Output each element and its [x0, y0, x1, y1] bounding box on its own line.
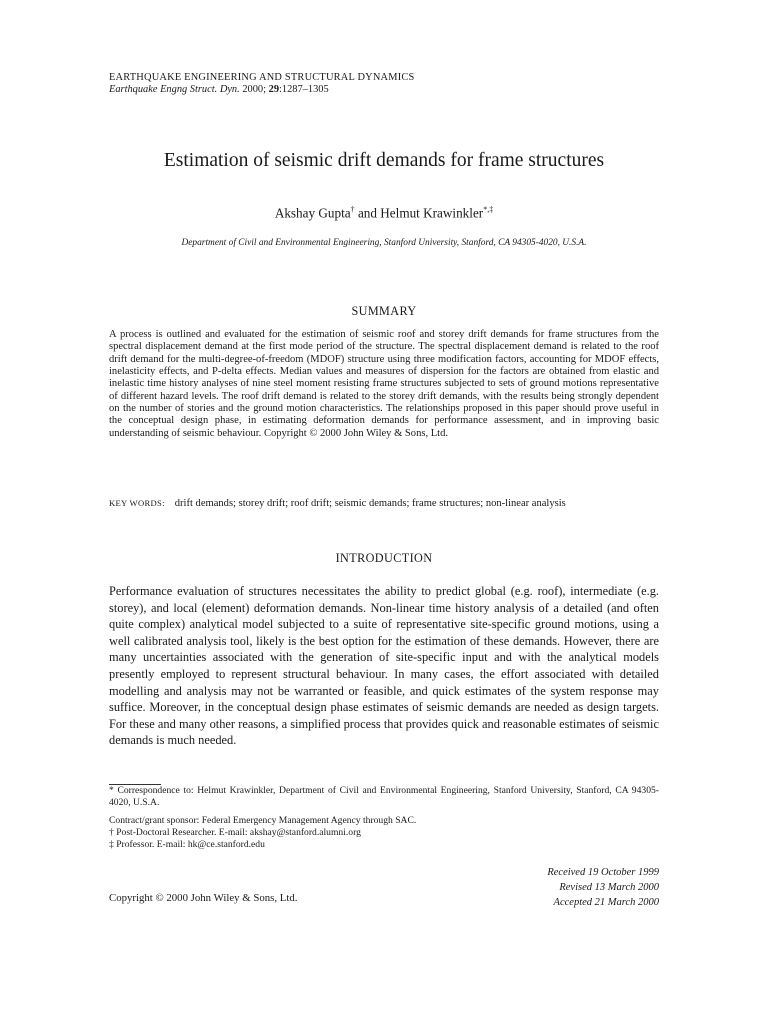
keywords-label: KEY WORDS: — [109, 498, 165, 508]
journal-pages: :1287–1305 — [279, 84, 329, 95]
footnote-dagger: † Post-Doctoral Researcher. E-mail: akshay@stanford.alumni.org — [109, 827, 361, 838]
author-krawinkler: Helmut Krawinkler — [380, 205, 484, 221]
author-joiner: and — [354, 205, 381, 221]
keywords-list: drift demands; storey drift; roof drift; seismic demands; frame structures; non-linear analysis — [174, 498, 566, 509]
journal-name: EARTHQUAKE ENGINEERING AND STRUCTURAL DYNAMICS — [109, 72, 415, 83]
article-title: Estimation of seismic drift demands for frame structures — [163, 150, 605, 171]
author-krawinkler-mark: *,‡ — [483, 205, 494, 214]
footnote-ddagger: ‡ Professor. E-mail: hk@ce.stanford.edu — [109, 839, 265, 850]
journal-volume: 29 — [268, 84, 280, 95]
journal-citation — [109, 84, 329, 95]
summary-text: A process is outlined and evaluated for the estimation of seismic roof and storey drift demands for frame structures from the spectral displacement demand at the first mode period of the structure. The spectral displacement demand is related to the roof drift demand for the multi-degree-of-freedom (MDOF) structure using three modification factors, accounting for MDOF effects, inelasticity effects, and P-delta effects. Median values and measures of dispersion for the factors are obtained from elastic and inelastic time history analyses of nine steel moment resisting frame structures subjected to sets of ground motions representative of different hazard levels. The roof drift demand is related to the storey drift demands, with the results being strongly dependent on the number of stories and the ground motion characteristics. The relationships proposed in this paper should prove useful in the conceptual design phase, in estimating deformation demands for performance assessment, and in improving basic understanding of seismic behaviour. Copyright © 2000 John Wiley & Sons, Ltd. — [109, 329, 659, 439]
copyright-notice: Copyright © 2000 John Wiley & Sons, Ltd. — [109, 892, 298, 904]
journal-year: 2000; — [242, 84, 267, 95]
footnote-sponsor: Contract/grant sponsor: Federal Emergency Management Agency through SAC. — [109, 815, 417, 826]
introduction-text: Performance evaluation of structures necessitates the ability to predict global (e.g. roof), intermediate (e.g. storey), and local (element) deformation demands. Non-linear time history analysis of a detailed (and often quite complex) analytical model subjected to a suite of representative site-specific ground motions, using a well calibrated analysis tool, likely is the best option for the estimation of these demands. However, there are many uncertainties associated with the generation of site-specific input and with the analytical models presently employed to represent structural behaviour. In many cases, the effort associated with detailed modelling and analysis may not be warranted or feasible, and quick estimates of the system response may suffice. Moreover, in the conceptual design phase estimates of seismic demands are needed as design targets. For these and many other reasons, a simplified process that provides quick and reasonable estimates of seismic demands is much needed. — [109, 584, 659, 748]
date-accepted: Accepted 21 March 2000 — [553, 897, 659, 908]
affiliation: Department of Civil and Environmental Engineering, Stanford University, Stanford, CA 94305-4020, U.S.A. — [181, 238, 587, 248]
footnote-correspondence: * Correspondence to: Helmut Krawinkler, Department of Civil and Environmental Engineering, Stanford University, Stanford, CA 94305-4020, U.S.A. — [109, 785, 659, 808]
date-received: Received 19 October 1999 — [547, 867, 659, 878]
keywords — [109, 498, 669, 509]
author-gupta: Akshay Gupta — [274, 205, 351, 221]
summary-heading: SUMMARY — [351, 304, 417, 318]
author-gupta-mark: † — [350, 205, 355, 214]
introduction-heading: INTRODUCTION — [335, 551, 433, 565]
journal-abbrev: Earthquake Engng Struct. Dyn. — [109, 84, 240, 95]
footnotes — [109, 785, 659, 851]
article-dates — [547, 865, 659, 910]
author-line — [0, 205, 768, 221]
date-revised: Revised 13 March 2000 — [559, 882, 659, 893]
